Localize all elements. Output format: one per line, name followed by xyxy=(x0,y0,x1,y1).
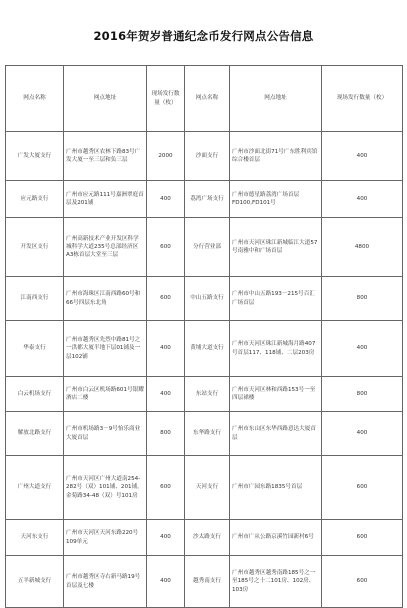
branch-name-cell: 天河东支行 xyxy=(6,520,64,556)
page-title: 2016年贺岁普通纪念币发行网点公告信息 xyxy=(93,29,314,43)
branch-address-cell: 广州高新技术产业开发区科学城科学大道235号总部经济区A3栋首层大堂至三层 xyxy=(64,218,147,277)
branch-address-cell: 广州市海珠区江南西路60号和66号四层东北角 xyxy=(64,277,147,321)
branch-address-2-cell: 广州市东山区东华西路意达大厦首层 xyxy=(230,412,322,456)
issue-quantity-2-cell: 4800 xyxy=(322,218,403,277)
branch-address-2-cell: 广州市天河区林和西路153号一至四层裙楼 xyxy=(230,377,322,412)
table-row xyxy=(6,181,403,218)
branch-address-cell: 广州市机场路3－9号怡乐商业大厦首层 xyxy=(64,412,147,456)
branch-name-cell: 白云机场支行 xyxy=(6,377,64,412)
branch-address-cell: 广州市应元路111号嘉洲翠庭首层及201铺 xyxy=(64,181,147,218)
header-branch-name-2: 网点名称 xyxy=(185,66,230,132)
issue-quantity-2-cell: 400 xyxy=(322,321,403,377)
branch-name-cell: 应元路支行 xyxy=(6,181,64,218)
issue-quantity-cell: 400 xyxy=(147,181,185,218)
branch-address-2-cell: 广州市广从公路京溪竹园新村6号 xyxy=(230,520,322,556)
branch-address-2-cell: 广州市天河区珠江新城临江大道57号南雅中和广场首层 xyxy=(230,218,322,277)
branch-name-2-cell: 荔湾广场支行 xyxy=(185,181,230,218)
branch-table xyxy=(5,65,403,608)
issue-quantity-cell: 600 xyxy=(147,218,185,277)
issue-quantity-2-cell: 400 xyxy=(322,181,403,218)
branch-name-cell: 华泰支行 xyxy=(6,321,64,377)
issue-quantity-cell: 400 xyxy=(147,520,185,556)
issue-quantity-2-cell: 800 xyxy=(322,277,403,321)
branch-address-2-cell: 广州市越秀区越秀南路185号之一至185号之十二101房、102房、103房 xyxy=(230,556,322,608)
issue-quantity-cell: 400 xyxy=(147,377,185,412)
header-issue-quantity-2: 现场发行数量（枚） xyxy=(322,66,403,132)
branch-name-2-cell: 黄埔大道支行 xyxy=(185,321,230,377)
branch-address-2-cell: 广州市德星路荔湾广场首层FD100,FD101号 xyxy=(230,181,322,218)
branch-address-cell: 广州市天河区天河东路220号109单元 xyxy=(64,520,147,556)
branch-address-2-cell: 广州市沙面北街71号广东胜利宾馆综合楼首层 xyxy=(230,132,322,181)
header-branch-address: 网点地址 xyxy=(64,66,147,132)
issue-quantity-2-cell: 600 xyxy=(322,556,403,608)
issue-quantity-cell: 600 xyxy=(147,277,185,321)
issue-quantity-cell: 600 xyxy=(147,456,185,520)
branch-name-2-cell: 沙太路支行 xyxy=(185,520,230,556)
branch-name-cell: 开发区支行 xyxy=(6,218,64,277)
table-row xyxy=(6,277,403,321)
branch-name-2-cell: 天河支行 xyxy=(185,456,230,520)
branch-address-2-cell: 广州市天河区珠江新城海月路407号首层117、118铺、二层203房 xyxy=(230,321,322,377)
branch-address-cell: 广州市天河区广州大道南254-282号（双）101铺、201铺，金菊路34-48（双）号101房 xyxy=(64,456,147,520)
branch-name-cell: 五羊新城支行 xyxy=(6,556,64,608)
branch-address-2-cell: 广州市中山五路193－215号百汇广场首层 xyxy=(230,277,322,321)
header-branch-name: 网点名称 xyxy=(6,66,64,132)
branch-name-cell: 广发大厦支行 xyxy=(6,132,64,181)
issue-quantity-cell: 800 xyxy=(147,412,185,456)
branch-name-2-cell: 东华路支行 xyxy=(185,412,230,456)
issue-quantity-2-cell: 800 xyxy=(322,377,403,412)
table-row xyxy=(6,412,403,456)
issue-quantity-cell: 2000 xyxy=(147,132,185,181)
branch-name-cell: 江南西支行 xyxy=(6,277,64,321)
issue-quantity-2-cell: 400 xyxy=(322,132,403,181)
branch-address-2-cell: 广州市广园东路1835号首层 xyxy=(230,456,322,520)
branch-name-2-cell: 中山五路支行 xyxy=(185,277,230,321)
table-row xyxy=(6,520,403,556)
header-issue-quantity: 现场发行数量（枚） xyxy=(147,66,185,132)
table-row xyxy=(6,556,403,608)
branch-name-cell: 解放北路支行 xyxy=(6,412,64,456)
issue-quantity-cell: 400 xyxy=(147,556,185,608)
branch-name-cell: 广州大道支行 xyxy=(6,456,64,520)
issue-quantity-2-cell: 600 xyxy=(322,520,403,556)
branch-name-2-cell: 分行营业部 xyxy=(185,218,230,277)
branch-address-cell: 广州市越秀区先烈中路81号之一洪都大厦半地下层01铺及一层102铺 xyxy=(64,321,147,377)
branch-name-2-cell: 沙面支行 xyxy=(185,132,230,181)
table-row xyxy=(6,456,403,520)
issue-quantity-2-cell: 600 xyxy=(322,456,403,520)
issue-quantity-cell: 400 xyxy=(147,321,185,377)
branch-name-2-cell: 越秀南支行 xyxy=(185,556,230,608)
table-row xyxy=(6,377,403,412)
branch-address-cell: 广州市越秀区寺右新马路19号首层及七楼 xyxy=(64,556,147,608)
header-branch-address-2: 网点地址 xyxy=(230,66,322,132)
table-row xyxy=(6,132,403,181)
branch-name-2-cell: 东站支行 xyxy=(185,377,230,412)
branch-address-cell: 广州市越秀区农林下路83号广发大厦一至三层和负三层 xyxy=(64,132,147,181)
table-row xyxy=(6,218,403,277)
branch-address-cell: 广州市白云区机场路601号银耀酒店二楼 xyxy=(64,377,147,412)
table-row xyxy=(6,321,403,377)
table-header-row xyxy=(6,66,403,132)
issue-quantity-2-cell: 400 xyxy=(322,412,403,456)
